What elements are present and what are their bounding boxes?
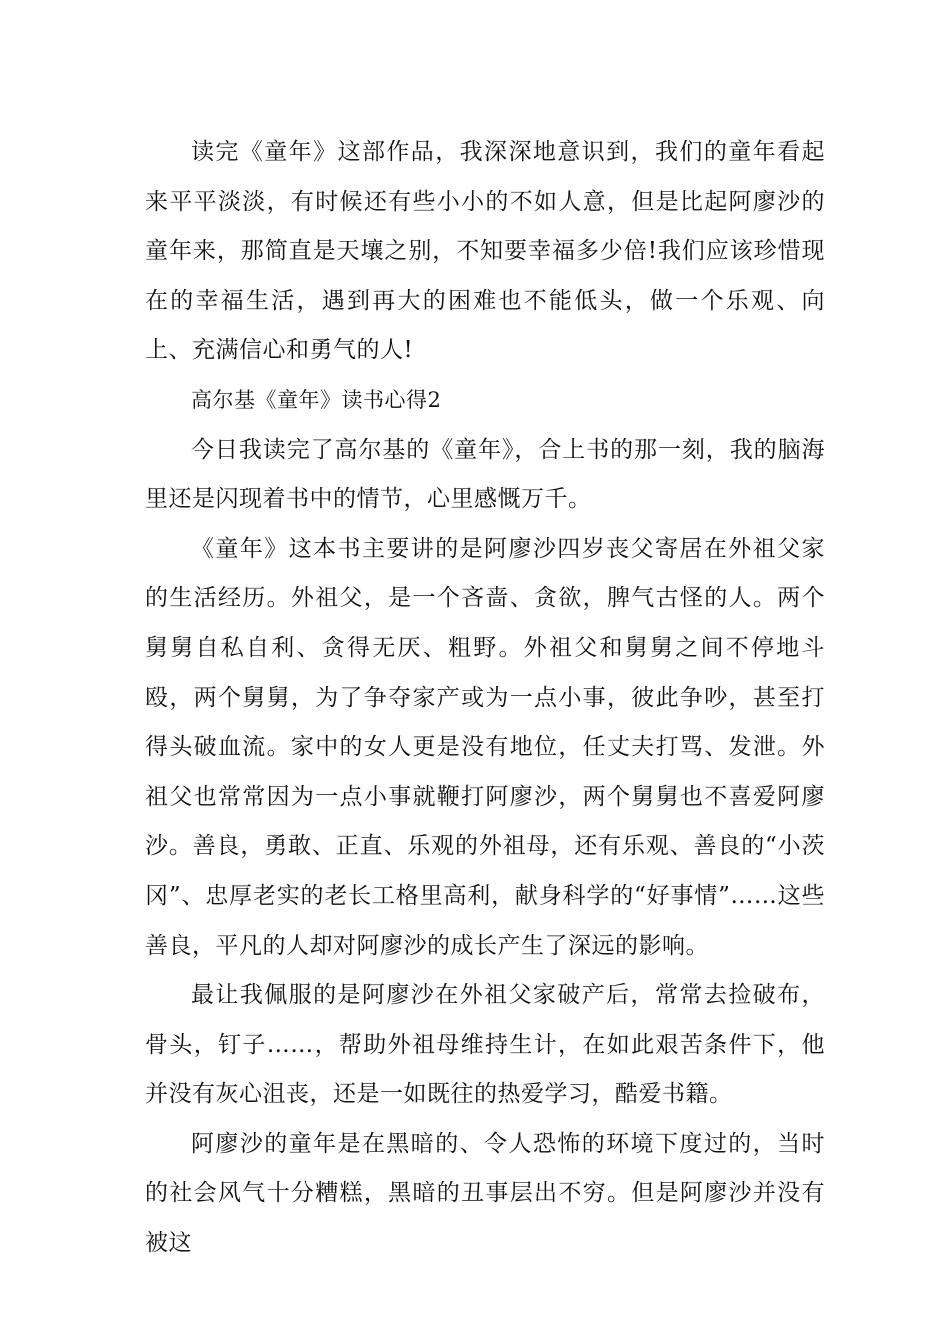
section-heading: 高尔基《童年》读书心得2 [191,387,442,412]
paragraph-conclusion: 读完《童年》这部作品，我深深地意识到，我们的童年看起来平平淡淡，有时候还有些小小的不如人意，但是比起阿廖沙的童年来，那简直是天壤之别，不知要幸福多少倍!我们应该珍惜现在的幸福生活，遇到再大的困难也不能低头，做一个乐观、向上、充满信心和勇气的人! [145,139,825,364]
paragraph-summary: 《童年》这本书主要讲的是阿廖沙四岁丧父寄居在外祖父家的生活经历。外祖父，是一个吝啬、贪欲，脾气古怪的人。两个舅舅自私自利、贪得无厌、粗野。外祖父和舅舅之间不停地斗殴，两个舅舅，为了争夺家产或为一点小事，彼此争吵，甚至打得头破血流。家中的女人更是没有地位，任丈夫打骂、发泄。外祖父也常常因为一点小事就鞭打阿廖沙，两个舅舅也不喜爱阿廖沙。善良，勇敢、正直、乐观的外祖母，还有乐观、善良的“小茨冈”、忠厚老实的老长工格里高利，献身科学的“好事情”……这些善良，平凡的人却对阿廖沙的成长产生了深远的影响。 [145,535,825,959]
paragraph-admiration: 最让我佩服的是阿廖沙在外祖父家破产后，常常去捡破布，骨头，钉子……，帮助外祖母维持生计，在如此艰苦条件下，他并没有灰心沮丧，还是一如既往的热爱学习，酷爱书籍。 [145,982,825,1108]
paragraph-intro: 今日我读完了高尔基的《童年》，合上书的那一刻，我的脑海里还是闪现着书中的情节，心里感慨万千。 [145,436,825,513]
document-body [145,128,825,1269]
paragraph-environment: 阿廖沙的童年是在黑暗的、令人恐怖的环境下度过的，当时的社会风气十分糟糕，黑暗的丑事层出不穷。但是阿廖沙并没有被这 [145,1130,825,1257]
